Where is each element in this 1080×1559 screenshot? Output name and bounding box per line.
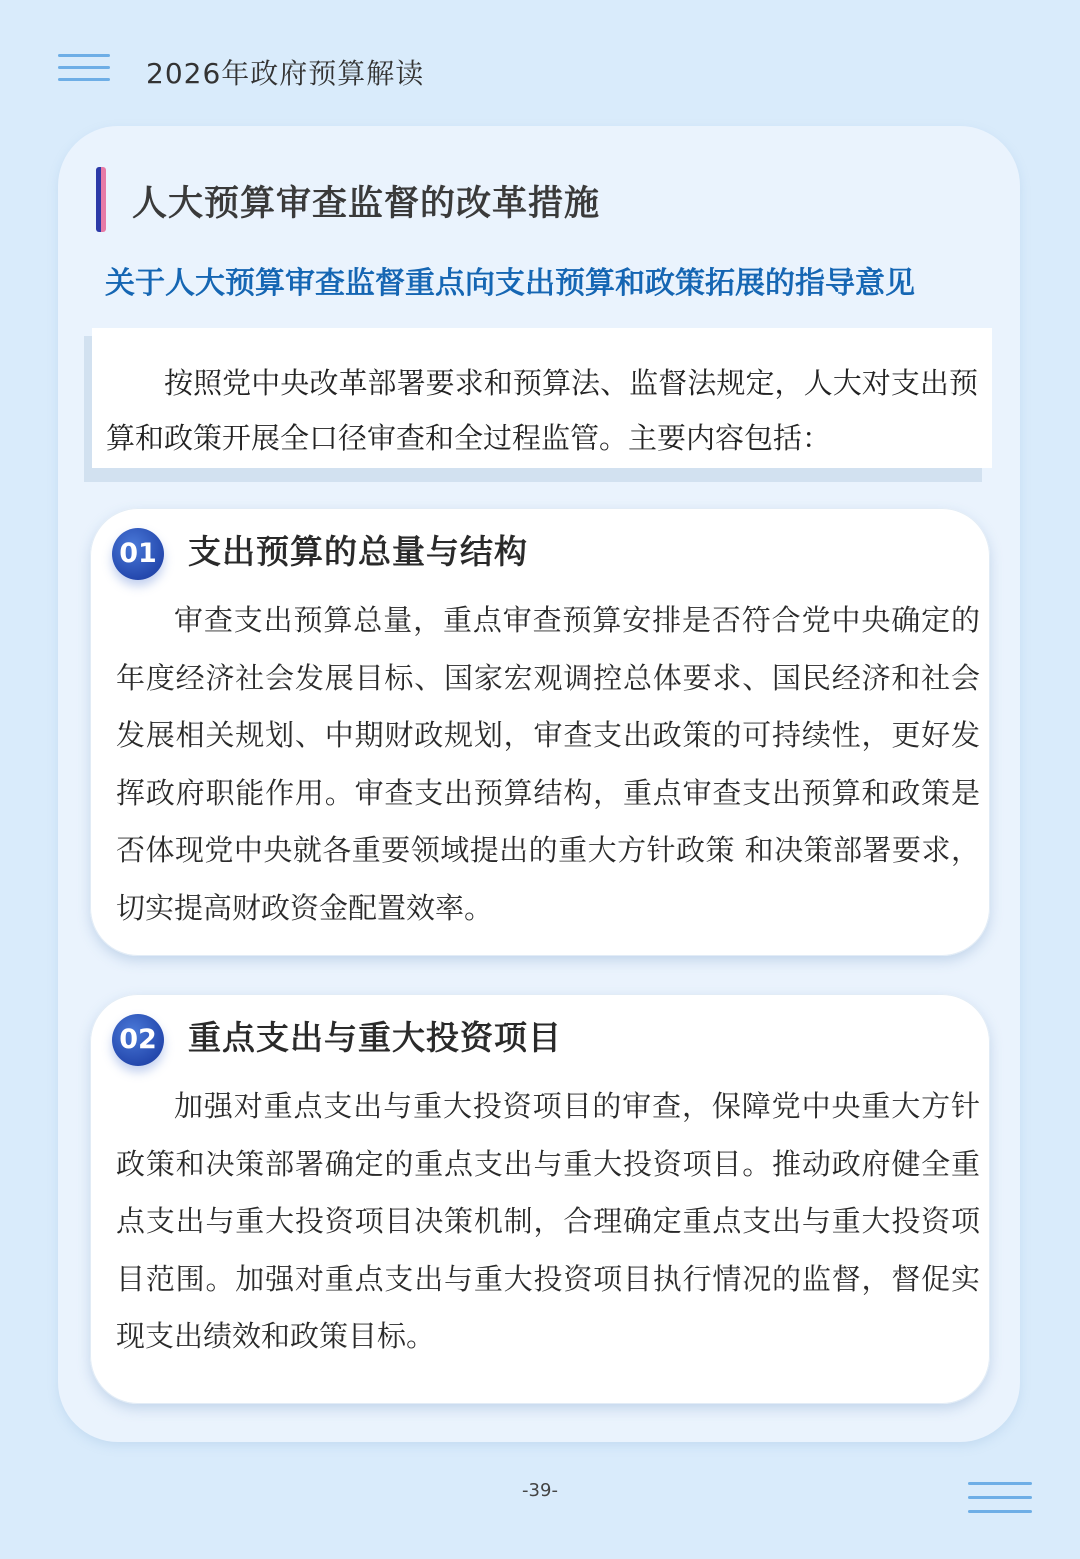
section-subtitle: 关于人大预算审查监督重点向支出预算和政策拓展的指导意见 <box>105 266 915 301</box>
menu-lines-icon <box>58 54 110 84</box>
item-title: 重点支出与重大投资项目 <box>188 1018 562 1057</box>
intro-text: 按照党中央改革部署要求和预算法、监督法规定，人大对支出预算和政策开展全口径审查和全过程监管。主要内容包括： <box>92 328 992 468</box>
page-header <box>0 0 1080 130</box>
item-body: 审查支出预算总量，重点审查预算安排是否符合党中央确定的年度经济社会发展目标、国家宏观调控总体要求、国民经济和社会发展相关规划、中期财政规划，审查支出政策的可持续性，更好发挥政府职能作用。审查支出预算结构，重点审查支出预算和政策是否体现党中央就各重要领域提出的重大方针政策 和决策部署要求，切实提高财政资金配置效率。 <box>116 603 980 925</box>
item-number-badge: 02 <box>112 1014 164 1066</box>
item-title: 支出预算的总量与结构 <box>188 532 528 571</box>
item-card <box>90 508 990 956</box>
item-number-badge: 01 <box>112 528 164 580</box>
header-title: 2026年政府预算解读 <box>146 57 425 90</box>
menu-lines-icon <box>968 1482 1032 1518</box>
item-card <box>90 994 990 1404</box>
page-number: -39- <box>522 1480 558 1501</box>
item-body: 加强对重点支出与重大投资项目的审查，保障党中央重大方针政策和决策部署确定的重点支出与重大投资项目。推动政府健全重点支出与重大投资项目决策机制，合理确定重点支出与重大投资项目范围。加强对重点支出与重大投资项目执行情况的监督，督促实现支出绩效和政策目标。 <box>116 1089 980 1353</box>
section-marker-icon <box>96 167 106 232</box>
section-title: 人大预算审查监督的改革措施 <box>132 184 601 224</box>
